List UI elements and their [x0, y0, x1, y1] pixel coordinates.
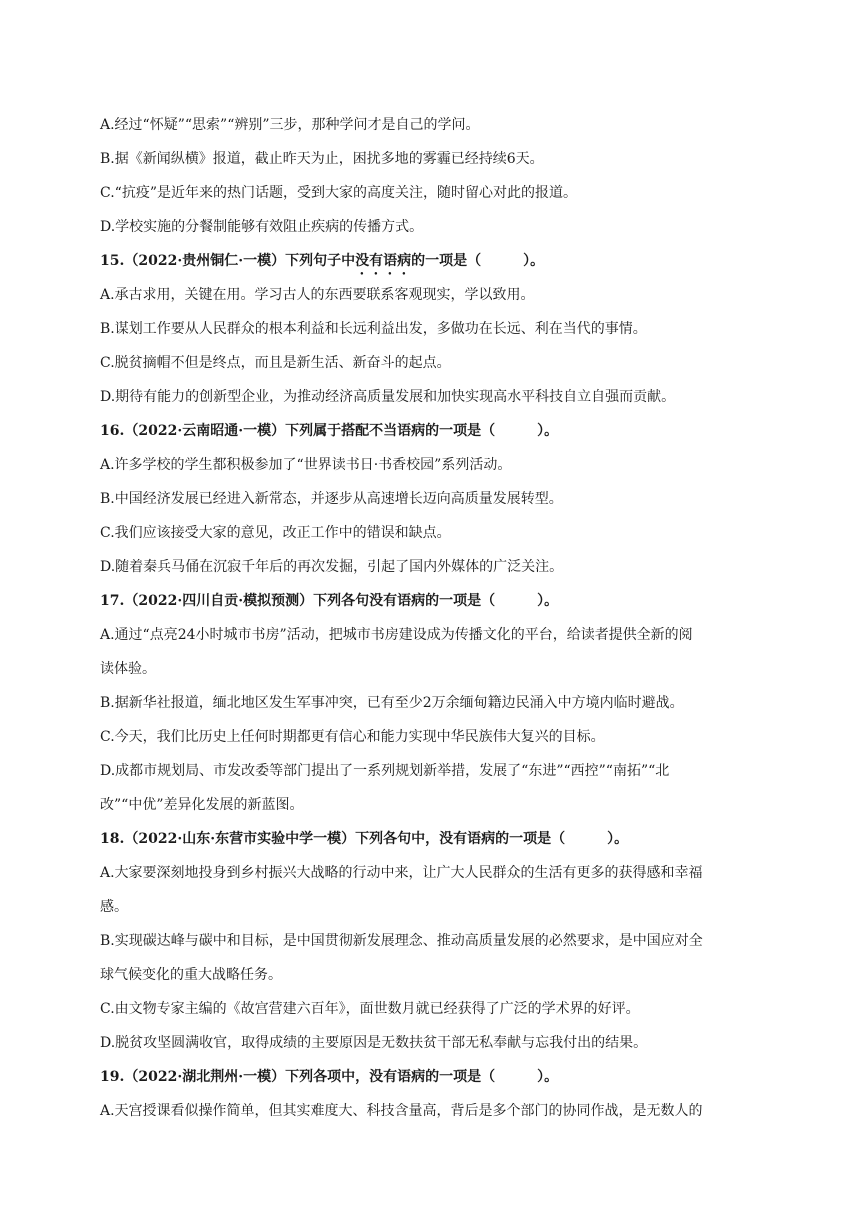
q17-option-a-line1: A.通过“点亮24小时城市书房”活动，把城市书房建设成为传播文化的平台，给读者提供全新的阅	[100, 627, 693, 643]
q15-heading-suffix: 的一项是（ ）。	[411, 253, 545, 269]
q19-option-a: A.天宫授课看似操作简单，但其实难度大、科技含量高，背后是多个部门的协同作战，是无数人的	[100, 1103, 703, 1119]
q16-option-b: B.中国经济发展已经进入新常态，并逐步从高速增长迈向高质量发展转型。	[100, 491, 563, 507]
q19-heading: 19.（2022·湖北荆州·一模）下列各项中，没有语病的一项是（ ）。	[100, 1069, 559, 1085]
q14-option-c: C.“抗疫”是近年来的热门话题，受到大家的高度关注，随时留心对此的报道。	[100, 185, 577, 201]
q15-option-b: B.谋划工作要从人民群众的根本利益和长远利益出发，多做功在长远、利在当代的事情。	[100, 321, 647, 337]
q17-option-c: C.今天，我们比历史上任何时期都更有信心和能力实现中华民族伟大复兴的目标。	[100, 729, 605, 745]
q17-option-d-line1: D.成都市规划局、市发改委等部门提出了一系列规划新举措，发展了“东进”“西控”“南拓”“北	[100, 763, 670, 779]
document-content	[100, 108, 780, 1128]
q17-option-d-line2: 改”“中优”差异化发展的新蓝图。	[100, 797, 304, 813]
q18-option-c: C.由文物专家主编的《故宫营建六百年》，面世数月就已经获得了广泛的学术界的好评。	[100, 1001, 640, 1017]
q17-option-a-line2: 读体验。	[100, 661, 156, 677]
q15-heading-prefix: 15.（2022·贵州铜仁·一模）下列句子中	[100, 253, 356, 269]
q18-option-b-line2: 球气候变化的重大战略任务。	[100, 967, 282, 983]
q16-option-d: D.随着秦兵马俑在沉寂千年后的再次发掘，引起了国内外媒体的广泛关注。	[100, 559, 564, 575]
q18-option-b-line1: B.实现碳达峰与碳中和目标，是中国贯彻新发展理念、推动高质量发展的必然要求，是中国应对全	[100, 933, 703, 949]
q16-option-c: C.我们应该接受大家的意见，改正工作中的错误和缺点。	[100, 525, 451, 541]
q15-option-c: C.脱贫摘帽不但是终点，而且是新生活、新奋斗的起点。	[100, 355, 451, 371]
q15-option-a: A.承古求用，关键在用。学习古人的东西要联系客观现实，学以致用。	[100, 287, 535, 303]
q18-heading: 18.（2022·山东·东营市实验中学一模）下列各句中，没有语病的一项是（ ）。	[100, 831, 629, 847]
q15-heading-emphasis: 没有语病	[355, 253, 412, 269]
q14-option-a: A.经过“怀疑”“思索”“辨别”三步，那种学问才是自己的学问。	[100, 117, 480, 133]
q16-heading: 16.（2022·云南昭通·一模）下列属于搭配不当语病的一项是（ ）。	[100, 423, 559, 439]
q17-heading: 17.（2022·四川自贡·模拟预测）下列各句没有语病的一项是（ ）。	[100, 593, 559, 609]
q16-option-a: A.许多学校的学生都积极参加了“世界读书日·书香校园”系列活动。	[100, 457, 512, 473]
q14-option-b: B.据《新闻纵横》报道，截止昨天为止，困扰多地的雾霾已经持续6天。	[100, 151, 544, 167]
q18-option-a-line1: A.大家要深刻地投身到乡村振兴大战略的行动中来，让广大人民群众的生活有更多的获得感和幸福	[100, 865, 703, 881]
q14-option-d: D.学校实施的分餐制能够有效阻止疾病的传播方式。	[100, 219, 424, 235]
q17-option-b: B.据新华社报道，缅北地区发生军事冲突，已有至少2万余缅甸籍边民涌入中方境内临时避战。	[100, 695, 684, 711]
q18-option-a-line2: 感。	[100, 899, 128, 915]
q15-heading	[100, 244, 780, 278]
q18-option-d: D.脱贫攻坚圆满收官，取得成绩的主要原因是无数扶贫干部无私奉献与忘我付出的结果。	[100, 1035, 648, 1051]
q15-option-d: D.期待有能力的创新型企业，为推动经济高质量发展和加快实现高水平科技自立自强而贡献。	[100, 389, 676, 405]
